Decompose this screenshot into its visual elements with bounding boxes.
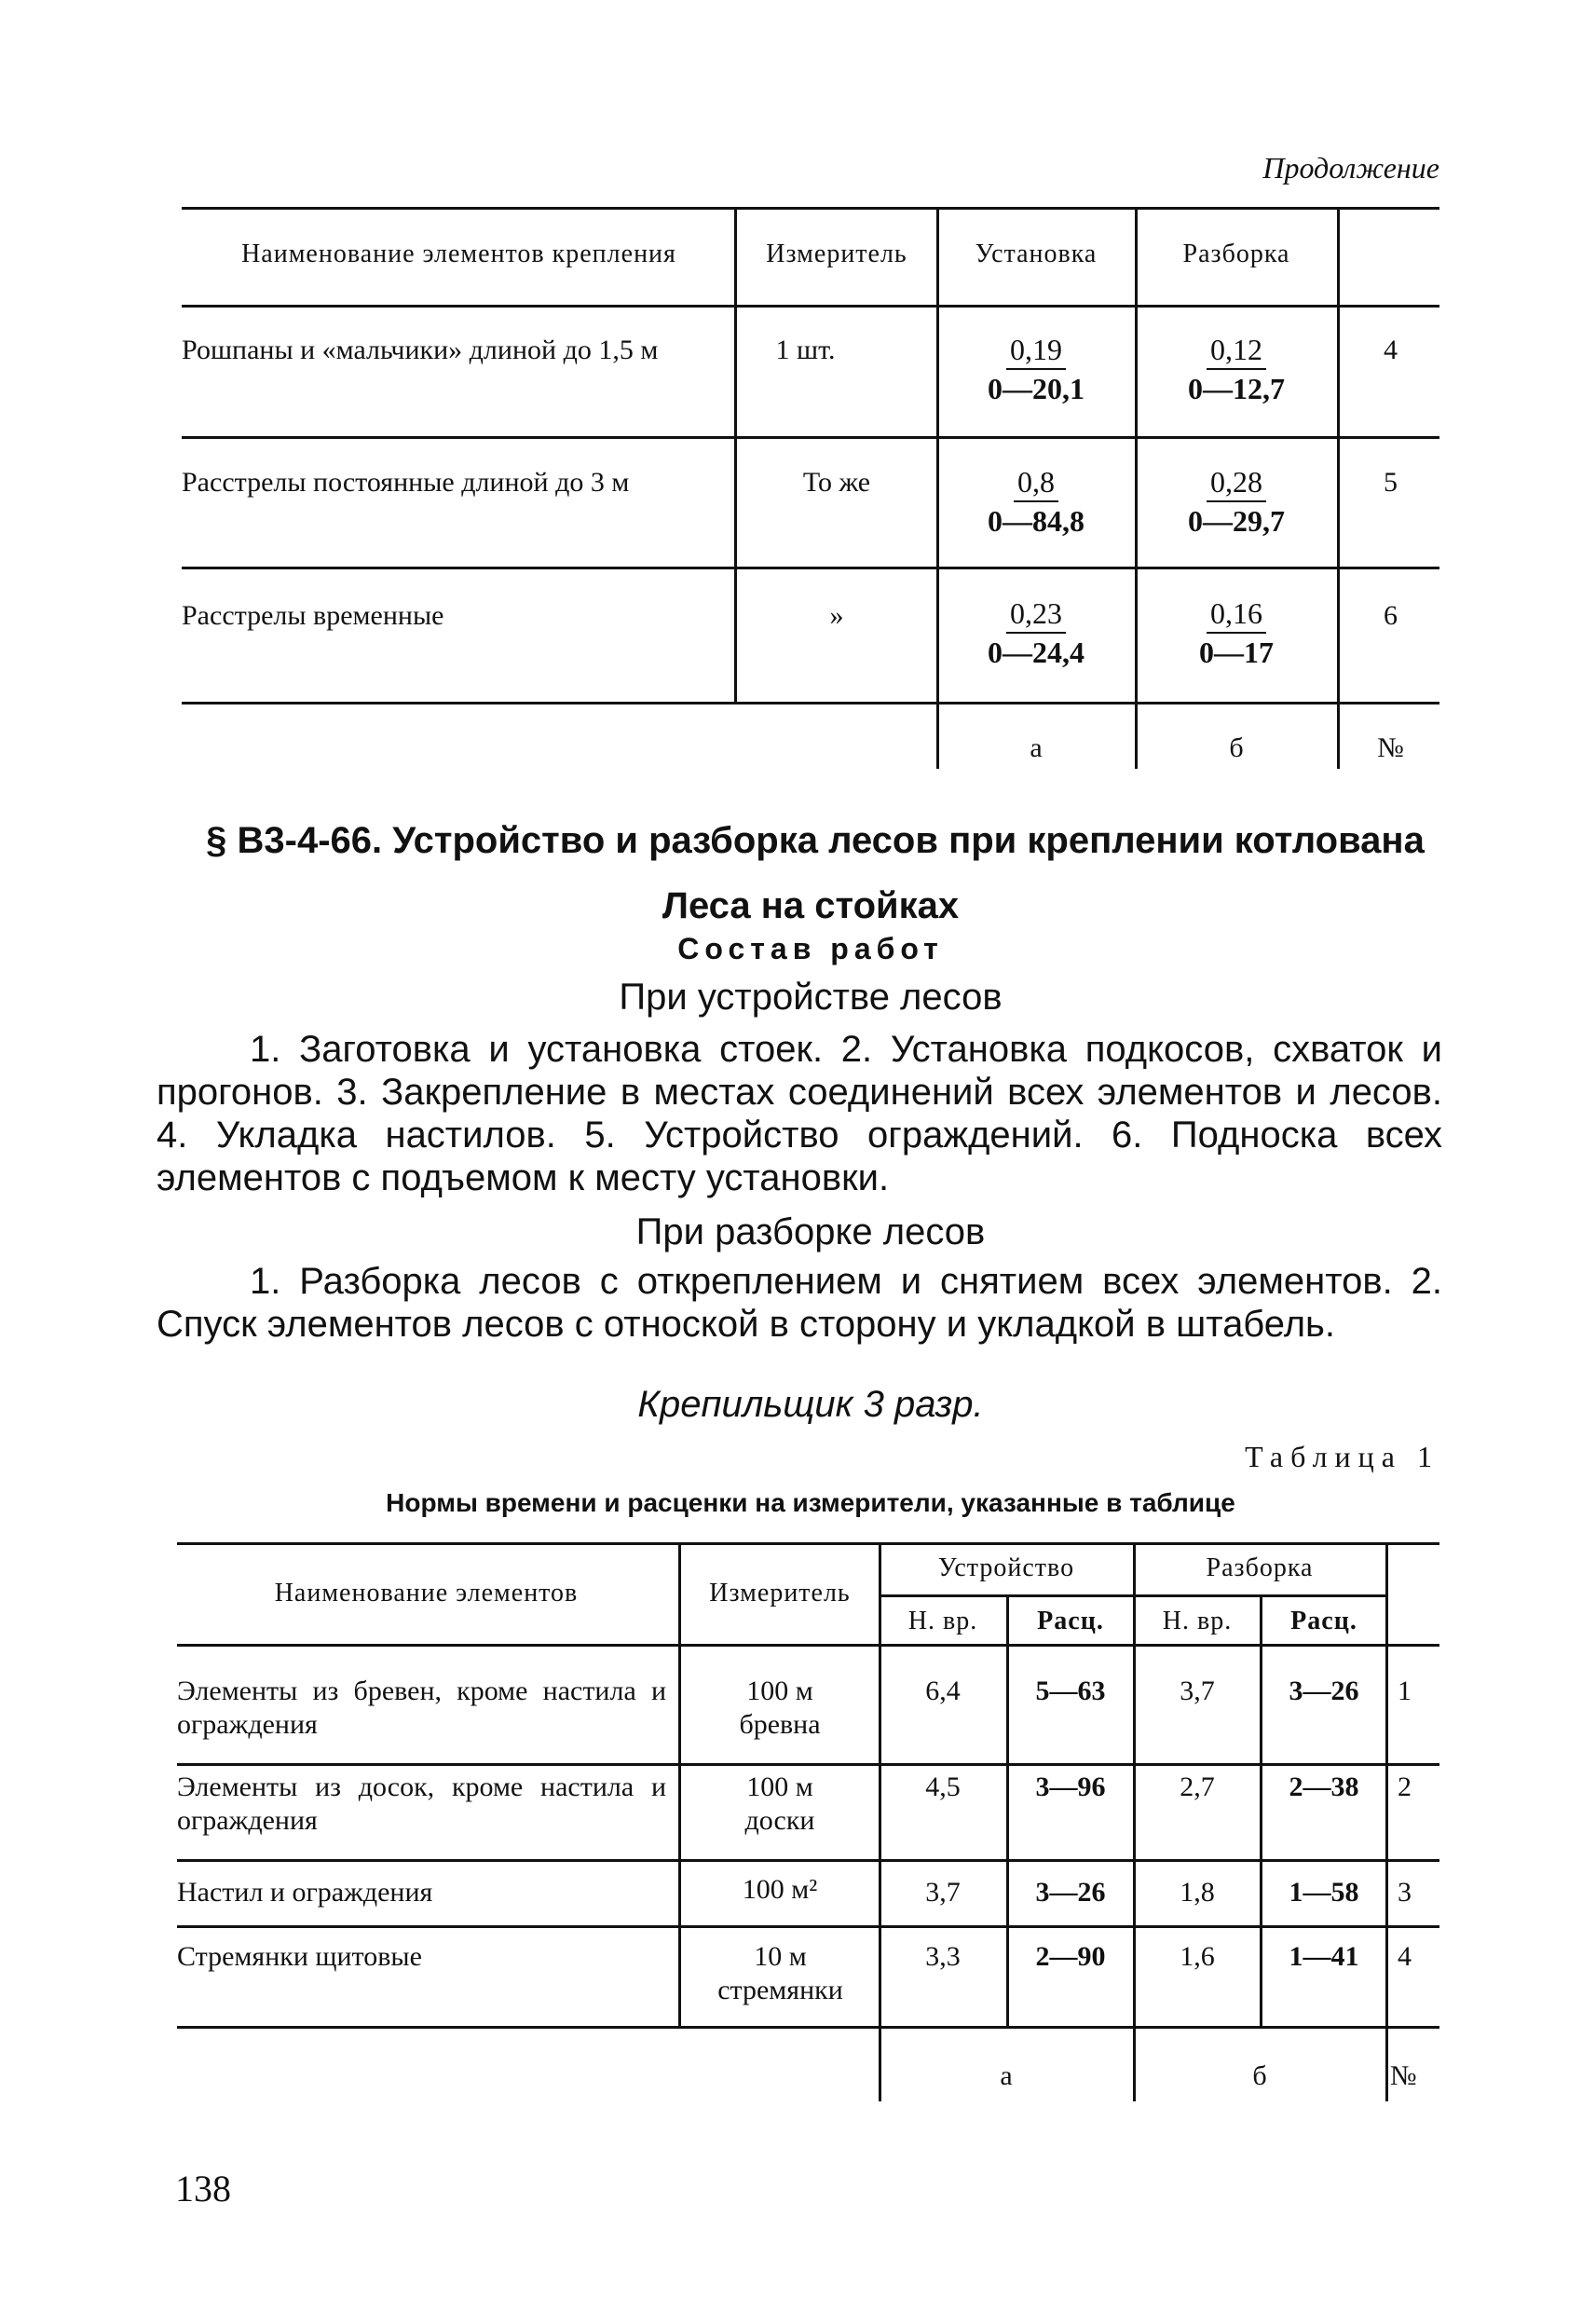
dismantle-text: 1. Разборка лесов с откреплением и снятием всех элементов. 2. Спуск элементов лесов с отноской в сторону и укладкой в штабель. xyxy=(157,1261,1442,1345)
table-caption: Нормы времени и расценки на измерители, указанные в таблице xyxy=(386,1488,1235,1517)
dismantle-norm: $\frac{0,16}{0—17}$ xyxy=(1199,596,1274,669)
table1-header-dismantle: Разборка xyxy=(1182,239,1290,268)
install-rasc: 3—96 xyxy=(1035,1772,1106,1802)
dismantle-heading: При разборке лесов xyxy=(635,1211,986,1252)
row-name: Расстрелы временные xyxy=(182,600,444,631)
dismantle-rasc: 1—58 xyxy=(1289,1877,1359,1908)
section-title: § В3-4-66. Устройство и разборка лесов при креплении котлована xyxy=(206,820,1425,861)
table1-header-unit: Измеритель xyxy=(766,239,907,268)
dismantle-hvr: 3,7 xyxy=(1180,1676,1215,1706)
table1-header-name: Наименование элементов крепления xyxy=(241,239,676,268)
row-name: Расстрелы постоянные длиной до 3 м xyxy=(182,467,630,498)
table1-header-install: Установка xyxy=(975,239,1098,268)
row-unit: 100 м² xyxy=(742,1874,818,1905)
install-heading: При устройстве лесов xyxy=(619,977,1003,1018)
table2-header-dismantle-rasc: Расц. xyxy=(1290,1607,1357,1635)
subtitle: Леса на стойках xyxy=(662,885,960,926)
row-name: Элементы из досок, кроме настила и ограждения xyxy=(177,1772,666,1836)
page-number: 138 xyxy=(175,2168,231,2209)
row-number: 6 xyxy=(1384,600,1398,631)
row-unit: 100 м доски xyxy=(744,1772,815,1836)
install-rasc: 2—90 xyxy=(1035,1941,1106,1972)
row-number: 3 xyxy=(1398,1877,1412,1908)
worker-grade: Крепильщик 3 разр. xyxy=(637,1384,984,1425)
composition-heading: Состав работ xyxy=(677,932,944,965)
dismantle-norm: $\frac{0,12}{0—12,7}$ xyxy=(1188,333,1285,405)
dismantle-rasc: 2—38 xyxy=(1289,1772,1359,1802)
row-number: 4 xyxy=(1384,335,1398,365)
column-label-no: № xyxy=(1390,2060,1417,2091)
row-unit: 1 шт. xyxy=(775,335,836,365)
row-unit: 10 м стремянки xyxy=(717,1941,843,2005)
table2-header-install: Устройство xyxy=(937,1553,1075,1582)
install-hvr: 6,4 xyxy=(925,1676,961,1706)
row-unit: » xyxy=(829,600,844,631)
install-hvr: 3,3 xyxy=(925,1941,961,1972)
table2-header-dismantle-hvr: Н. вр. xyxy=(1162,1607,1233,1635)
table2-header-install-rasc: Расц. xyxy=(1037,1607,1104,1635)
install-norm: $\frac{0,23}{0—24,4}$ xyxy=(988,596,1084,669)
dismantle-rasc: 3—26 xyxy=(1289,1676,1359,1706)
row-number: 4 xyxy=(1398,1941,1412,1972)
dismantle-hvr: 2,7 xyxy=(1180,1772,1215,1802)
row-name: Настил и ограждения xyxy=(177,1877,433,1908)
table2-header-name: Наименование элементов xyxy=(274,1579,579,1607)
row-name: Стремянки щитовые xyxy=(177,1941,422,1972)
install-text: 1. Заготовка и установка стоек. 2. Установка подкосов, схваток и прогонов. 3. Закрепление в местах соединений всех элементов и лесов. 4. Укладка настилов. 5. Устройство ограждений. 6. Поднoска всех элементов с подъемом к месту установки. xyxy=(157,1029,1442,1198)
dismantle-hvr: 1,8 xyxy=(1180,1877,1215,1908)
install-hvr: 3,7 xyxy=(925,1877,961,1908)
install-hvr: 4,5 xyxy=(925,1772,961,1802)
row-number: 5 xyxy=(1384,467,1398,498)
install-norm: $\frac{0,19}{0—20,1}$ xyxy=(988,333,1084,405)
row-unit: То же xyxy=(802,467,871,498)
row-unit: 100 м бревна xyxy=(739,1676,821,1740)
install-norm: $\frac{0,8}{0—84,8}$ xyxy=(988,465,1084,538)
row-name: Элементы из бревен, кроме настила и ограждения xyxy=(177,1676,666,1740)
column-label-a: а xyxy=(1000,2060,1013,2091)
column-label-b: б xyxy=(1229,732,1244,763)
install-rasc: 3—26 xyxy=(1035,1877,1106,1908)
table2-header-dismantle: Разборка xyxy=(1206,1553,1314,1582)
row-name: Рошпаны и «мальчики» длиной до 1,5 м xyxy=(182,335,659,365)
row-number: 1 xyxy=(1398,1676,1412,1706)
continuation-label: Продолжение xyxy=(1262,151,1439,185)
table2-header-unit: Измеритель xyxy=(709,1579,851,1607)
table-label: Таблица 1 xyxy=(1245,1440,1439,1473)
column-label-a: а xyxy=(1030,732,1043,763)
column-label-b: б xyxy=(1252,2060,1267,2091)
install-rasc: 5—63 xyxy=(1035,1676,1106,1706)
row-number: 2 xyxy=(1398,1772,1412,1802)
table2-header-install-hvr: Н. вр. xyxy=(907,1607,978,1635)
column-label-no: № xyxy=(1377,732,1404,763)
dismantle-hvr: 1,6 xyxy=(1180,1941,1215,1972)
dismantle-norm: $\frac{0,28}{0—29,7}$ xyxy=(1188,465,1285,538)
dismantle-rasc: 1—41 xyxy=(1289,1941,1359,1972)
